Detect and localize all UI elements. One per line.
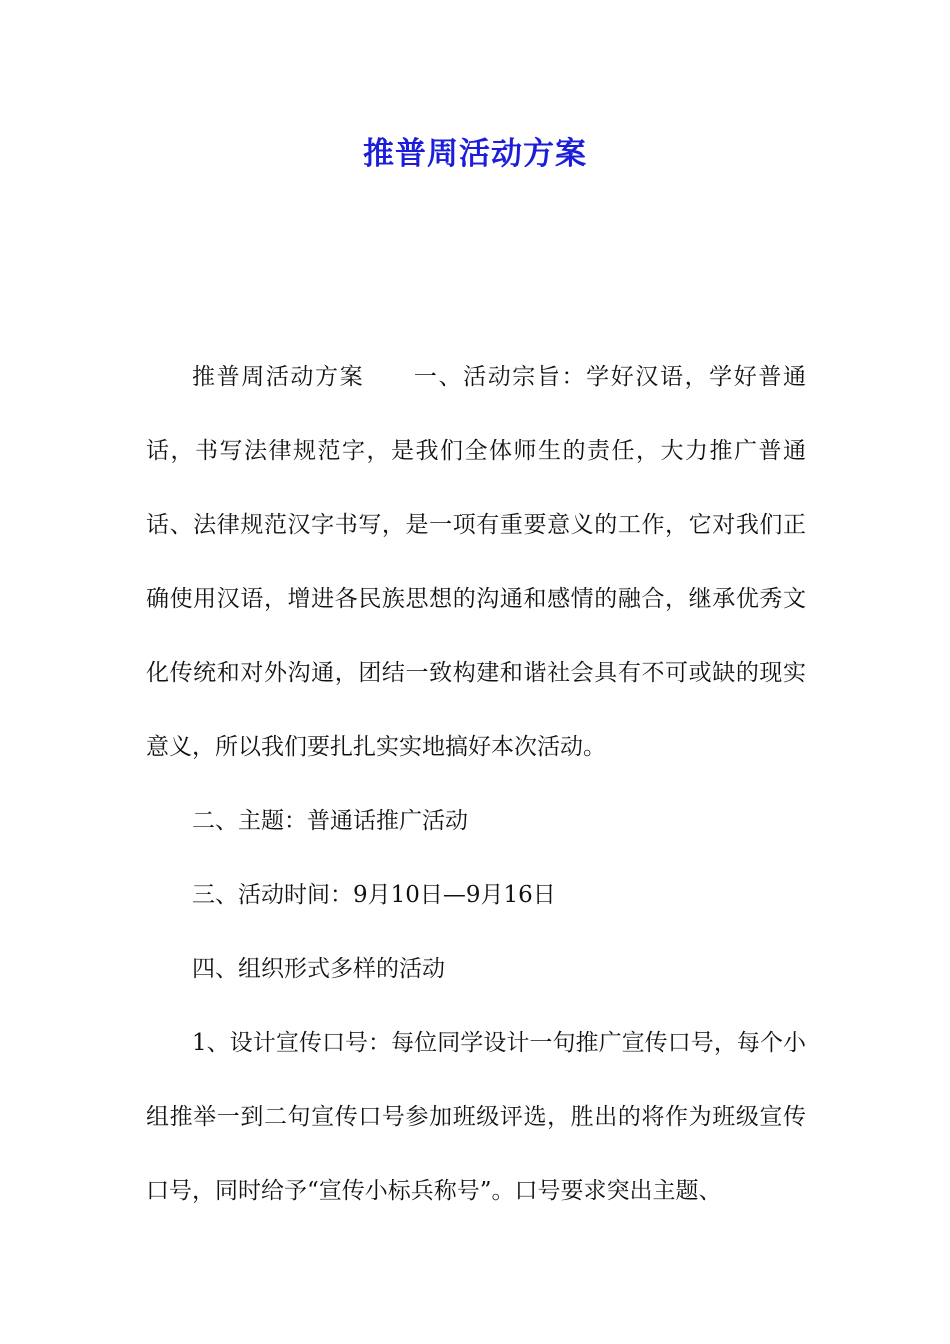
paragraph-slogan: 1、设计宣传口号：每位同学设计一句推广宣传口号，每个小组推举一到二句宣传口号参加班级评选，胜出的将作为班级宣传口号，同时给予“宣传小标兵称号”。口号要求突出主题、 — [146, 1030, 806, 1204]
document-body — [146, 340, 806, 1228]
purpose-text: 一、活动宗旨：学好汉语，学好普通话，书写法律规范字，是我们全体师生的责任，大力推广普通话、法律规范汉字书写，是一项有重要意义的工作，它对我们正确使用汉语，增进各民族思想的沟通和感情的融合，继承优秀文化传统和对外沟通，团结一致构建和谐社会具有不可或缺的现实意义，所以我们要扎扎实实地搞好本次活动。 — [146, 364, 807, 760]
paragraph-time: 三、活动时间：9月10日—9月16日 — [192, 882, 556, 908]
paragraph-purpose — [146, 340, 806, 784]
paragraph-activities: 四、组织形式多样的活动 — [192, 956, 445, 982]
paragraph-theme: 二、主题：普通话推广活动 — [192, 808, 468, 834]
document-title: 推普周活动方案 — [363, 136, 587, 172]
lead-heading: 推普周活动方案 — [192, 364, 365, 390]
